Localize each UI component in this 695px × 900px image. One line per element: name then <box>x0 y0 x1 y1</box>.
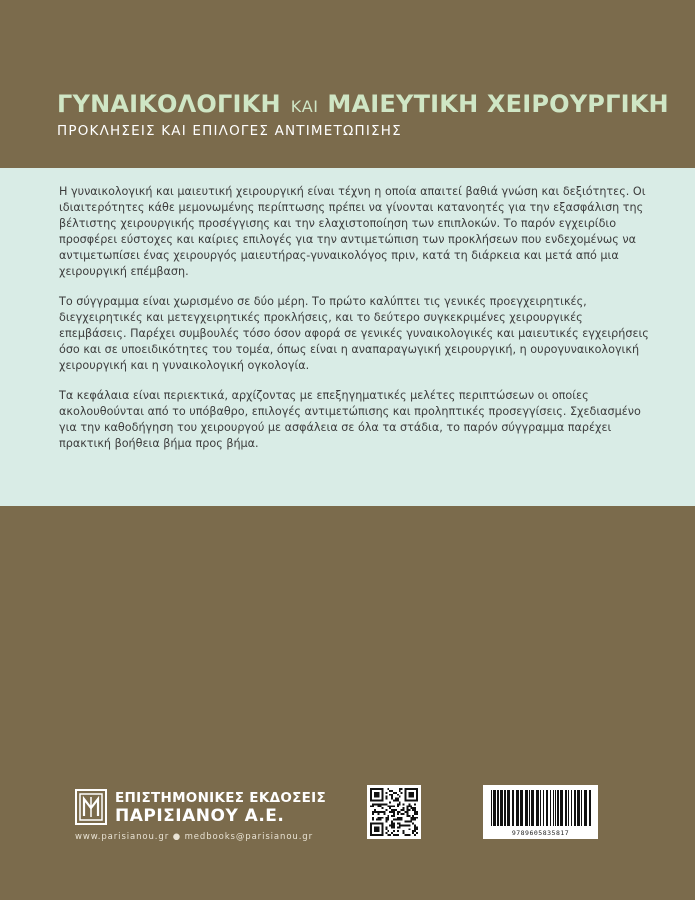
publisher-logo-icon <box>75 789 107 825</box>
title-block <box>57 92 677 139</box>
title-part-gynecologic: ΓΥΝΑΙΚΟΛΟΓΙΚΗ <box>57 90 281 118</box>
isbn-digits: 9789605835817 <box>511 829 570 837</box>
title-part-obstetric-surgery: ΜΑΙΕΥΤΙΚΗ ΧΕΙΡΟΥΡΓΙΚΗ <box>327 90 669 118</box>
publisher-name-line1: ΕΠΙΣΤΗΜΟΝΙΚΕΣ ΕΚΔΟΣΕΙΣ <box>115 790 327 806</box>
barcode-icon <box>483 785 598 829</box>
blurb-paragraph-1: Η γυναικολογική και μαιευτική χειρουργική είναι τέχνη η οποία απαιτεί βαθιά γνώση και δεξιότητες. Οι ιδιαιτερότητες κάθε μεμονωμένης περίπτωσης πρέπει να γίνονται κατανοητές για την εξασφάλιση της βέλτιστης χειρουργικής προσέγγισης και την ελαχιστοποίηση των επιπλοκών. Το παρόν εγχειρίδιο προσφέρει εύστοχες και καίριες επιλογές για την αντιμετώπιση των προκλήσεων που ενδεχομένως να αντιμετωπίσει ένας χειρουργός μαιευτήρας-γυναικολόγος πριν, κατά τη διάρκεια και μετά από μια χειρουργική επέμβαση. <box>59 185 646 278</box>
book-subtitle: ΠΡΟΚΛΗΣΕΙΣ ΚΑΙ ΕΠΙΛΟΓΕΣ ΑΝΤΙΜΕΤΩΠΙΣΗΣ <box>57 123 402 139</box>
book-title <box>57 92 677 116</box>
qr-code <box>367 785 421 839</box>
blurb-panel <box>0 168 695 506</box>
blurb-paragraph-3: Τα κεφάλαια είναι περιεκτικά, αρχίζοντας με επεξηγηματικές μελέτες περιπτώσεων οι οποίες ακολουθούνται από το υπόβαθρο, επιλογές αντιμετώπισης και προληπτικές προσεγγίσεις. Σχεδιασμένο για την καθοδήγηση του χειρουργού με ασφάλεια σε όλα τα στάδια, το παρόν σύγγραμμα παρέχει πρακτική βοήθεια βήμα προς βήμα. <box>59 389 641 450</box>
qr-code-icon <box>370 788 418 836</box>
isbn-barcode <box>483 785 598 839</box>
publisher-name-line2: ΠΑΡΙΣΙΑΝΟΥ Α.Ε. <box>115 806 285 826</box>
blurb-text <box>59 184 649 466</box>
title-connector: ΚΑΙ <box>290 97 319 116</box>
blurb-paragraph-2: Το σύγγραμμα είναι χωρισμένο σε δύο μέρη. Το πρώτο καλύπτει τις γενικές προεγχειρητικές, διεγχειρητικές και μετεγχειρητικές προκλήσεις, και το δεύτερο συγκεκριμένες χειρουργικές επεμβάσεις. Παρέχει συμβουλές τόσο όσον αφορά σε γενικές γυναικολογικές και μαιευτικές εγχειρήσεις όσο και σε υποειδικότητες του τομέα, όπως είναι η αναπαραγωγική χειρουργική, η ουρογυναικολογική χειρουργική και η γυναικολογική ογκολογία. <box>59 295 649 372</box>
publisher-contact: www.parisianou.gr ● medbooks@parisianou.gr <box>75 832 314 842</box>
publisher-logo-mark <box>77 791 105 823</box>
